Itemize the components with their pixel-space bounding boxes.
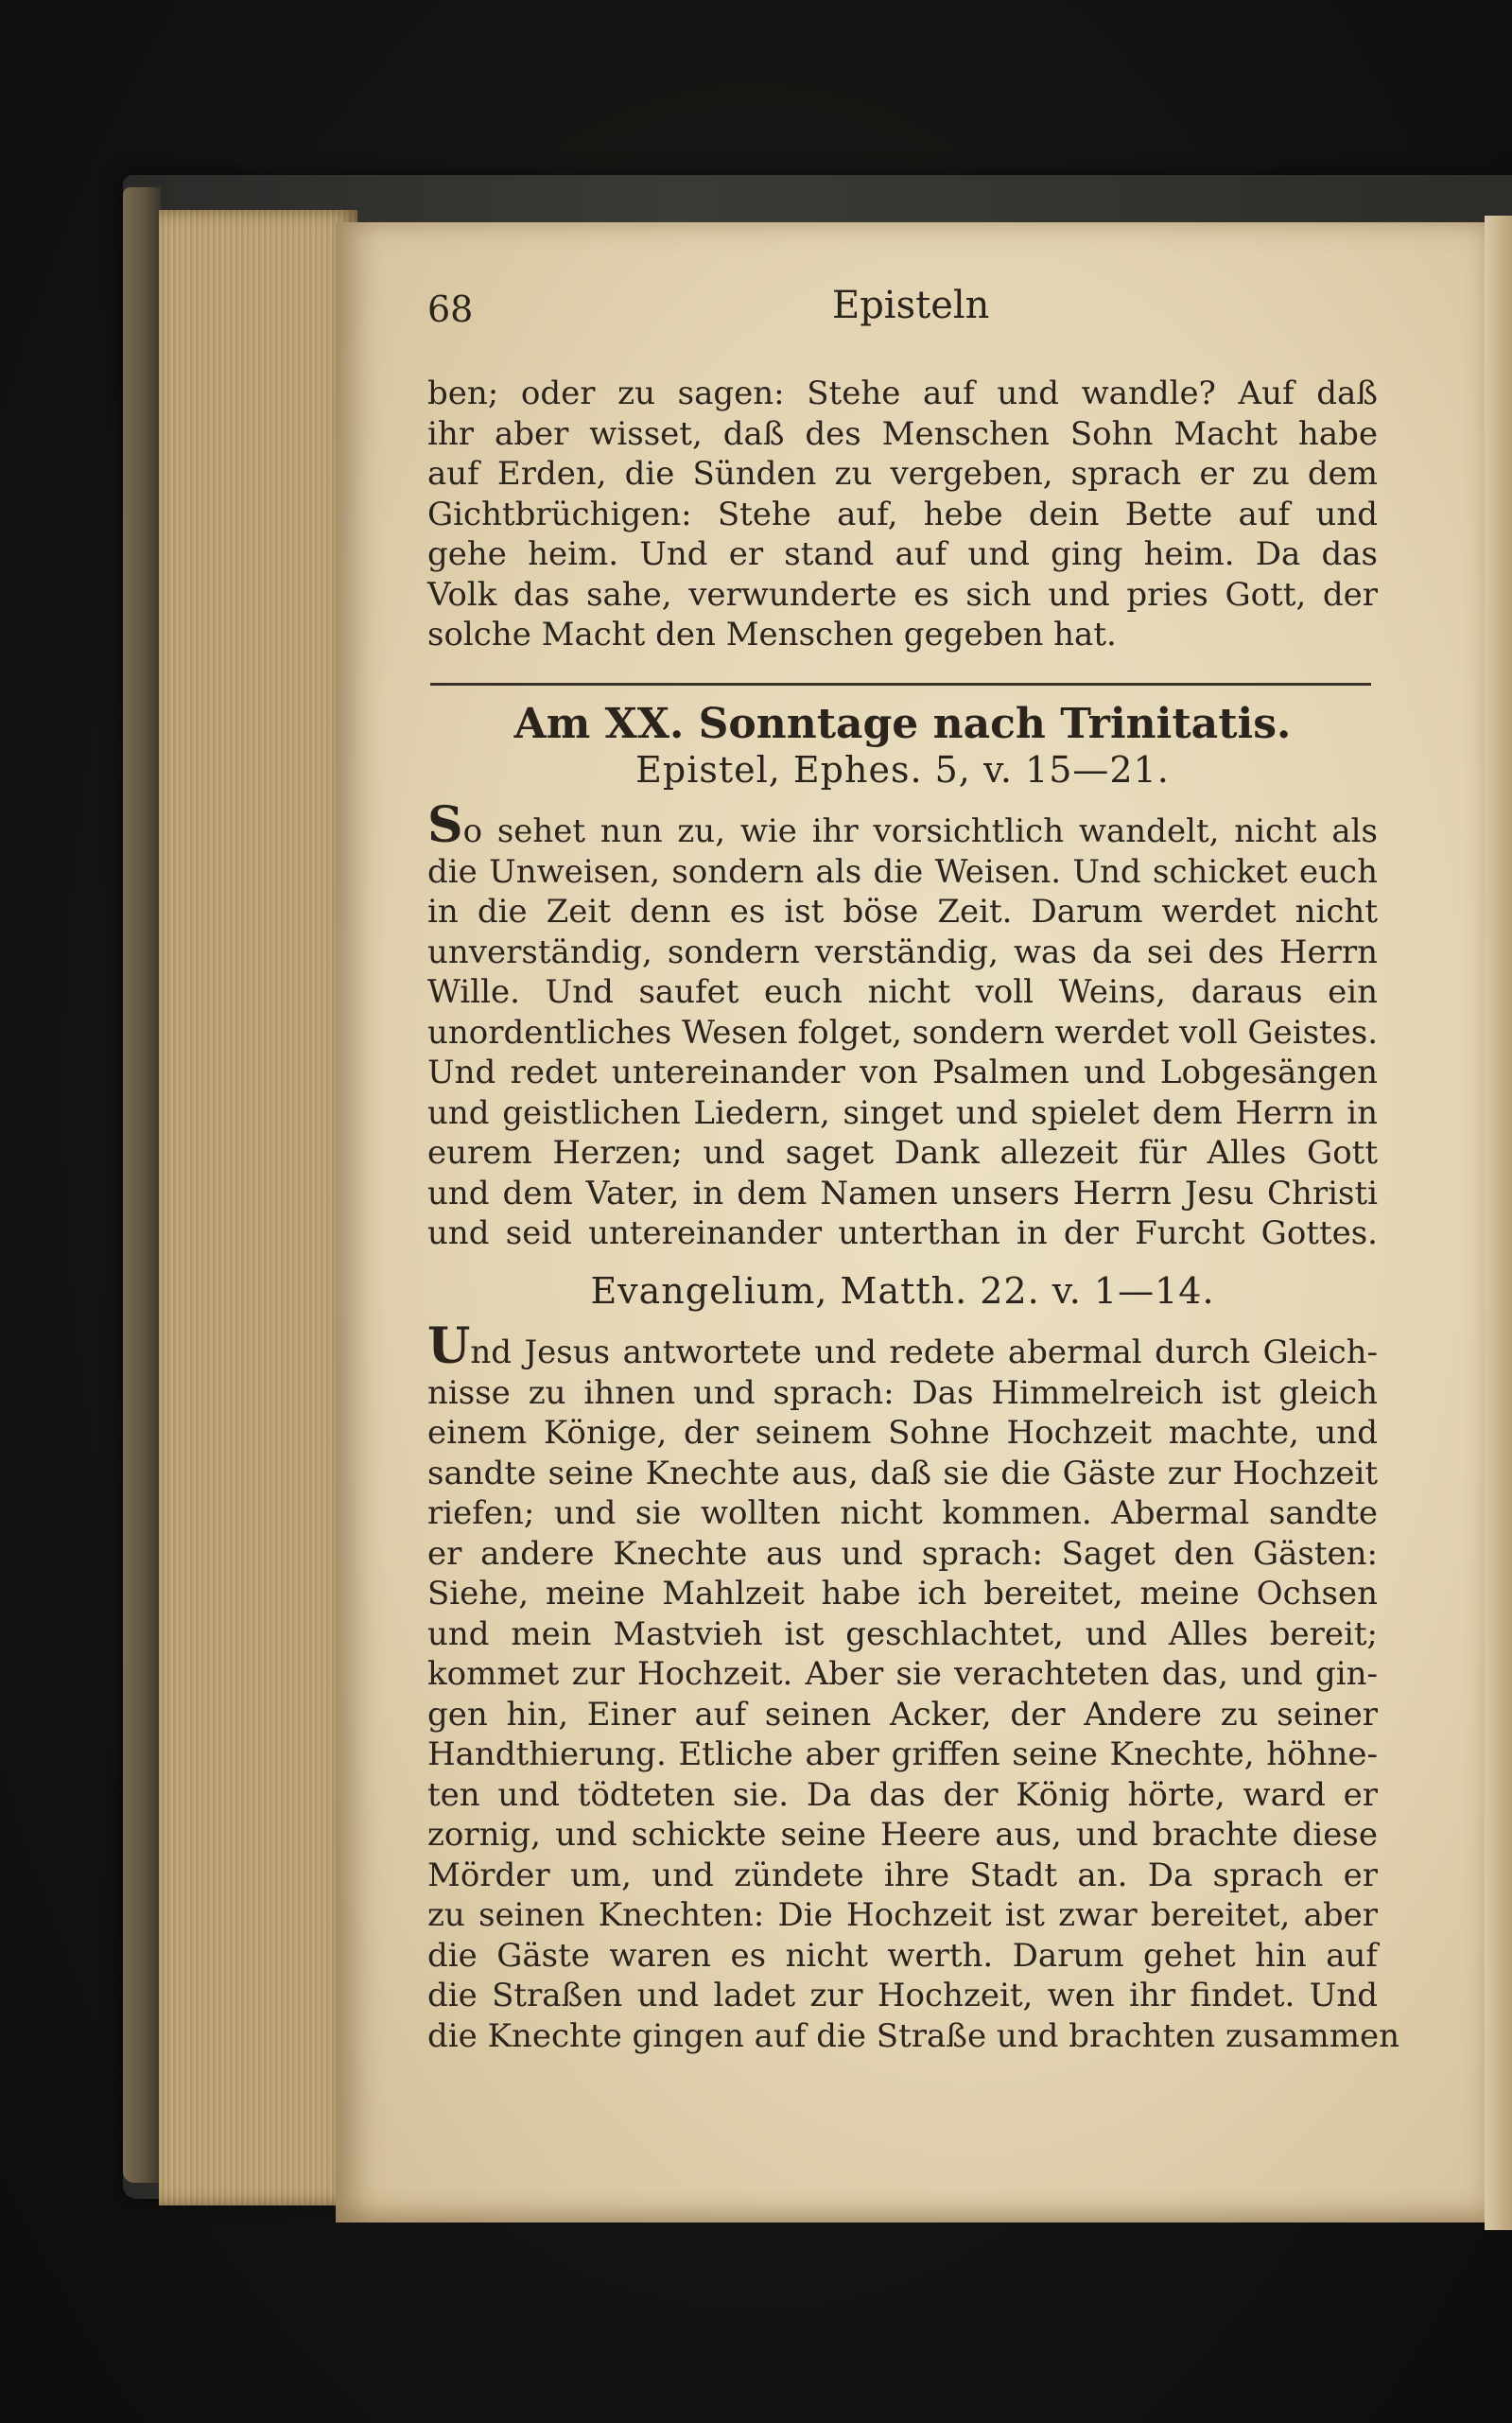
text-line: in die Zeit denn es ist böse Zeit. Darum werdet nicht [427, 893, 1378, 931]
text-line: nisse zu ihnen und sprach: Das Himmelreich ist gleich [427, 1373, 1378, 1412]
text-line: Gichtbrüchigen: Stehe auf, hebe dein Bette auf und [427, 495, 1378, 533]
text-line: und seid untereinander unterthan in der Furcht Gottes. [427, 1214, 1378, 1252]
text-line: zu seinen Knechten: Die Hochzeit ist zwar bereitet, aber [427, 1896, 1378, 1934]
text-line: auf Erden, die Sünden zu vergeben, sprach er zu dem [427, 455, 1378, 493]
text-line: kommet zur Hochzeit. Aber sie verachteten das, und gin- [427, 1655, 1378, 1693]
text-line: die Straßen und ladet zur Hochzeit, wen ihr findet. Und [427, 1977, 1378, 2014]
page-number: 68 [427, 288, 474, 330]
text-line: ihr aber wisset, daß des Menschen Sohn Macht habe [427, 414, 1378, 453]
text-line: und mein Mastvieh ist geschlachtet, und Alles bereit; [427, 1614, 1378, 1653]
text-line-rest: nd Jesus antwortete und redete abermal durch Gleich- [470, 1334, 1378, 1371]
text-line [427, 1317, 1378, 1375]
text-line: die Gäste waren es nicht werth. Darum gehet hin auf [427, 1936, 1378, 1975]
text-line: und geistlichen Liedern, singet und spielet dem Herrn in [427, 1093, 1378, 1132]
text-line: zornig, und schickte seine Heere aus, und brachte diese [427, 1816, 1378, 1854]
text-line: Wille. Und saufet euch nicht voll Weins, daraus ein [427, 973, 1378, 1011]
gospel-reference: Evangelium, Matth. 22. v. 1—14. [590, 1270, 1215, 1312]
section-title: Am XX. Sonntage nach Trinitatis. [513, 700, 1292, 748]
text-line: Siehe, meine Mahlzeit habe ich bereitet, meine Ochsen [427, 1575, 1378, 1612]
text-line: einem Könige, der seinem Sohne Hochzeit machte, und [427, 1414, 1378, 1452]
drop-cap: S [427, 796, 463, 854]
text-line: unordentliches Wesen folget, sondern werdet voll Geistes. [427, 1013, 1379, 1052]
running-head: Episteln [832, 284, 990, 327]
epistle-text [427, 796, 1379, 1254]
text-line: Und redet untereinander von Psalmen und Lobgesängen [427, 1054, 1378, 1091]
text-line: und dem Vater, in dem Namen unsers Herrn Jesu Christi [427, 1174, 1378, 1212]
text-line: sandte seine Knechte aus, daß sie die Gäste zur Hochzeit [427, 1454, 1378, 1492]
text-line: unverständig, sondern verständig, was da sei des Herrn [427, 933, 1378, 971]
text-line: er andere Knechte aus und sprach: Saget den Gästen: [427, 1534, 1378, 1573]
text-line: gen hin, Einer auf seinen Acker, der Andere zu seiner [427, 1695, 1378, 1734]
text-line: die Knechte gingen auf die Straße und brachten zusammen [427, 2016, 1400, 2055]
text-line: riefen; und sie wollten nicht kommen. Abermal sandte [427, 1494, 1378, 1532]
text-line: Volk das sahe, verwunderte es sich und pries Gott, der [427, 575, 1378, 614]
text-line: Mörder um, und zündete ihre Stadt an. Da sprach er [427, 1856, 1378, 1894]
cover-spine-edge [123, 187, 161, 2183]
previous-section-text [427, 374, 1378, 655]
section-divider [430, 683, 1371, 686]
text-line: ten und tödteten sie. Da das der König hörte, ward er [427, 1775, 1378, 1814]
text-line: gehe heim. Und er stand auf und ging heim. Da das [427, 535, 1378, 573]
page-edges [159, 210, 357, 2205]
text-line: die Unweisen, sondern als die Weisen. Und schicket euch [427, 852, 1378, 891]
epistle-reference: Epistel, Ephes. 5, v. 15—21. [635, 749, 1170, 791]
gospel-text [427, 1317, 1400, 2056]
text-line: Handthierung. Etliche aber griffen seine Knechte, höhne- [427, 1735, 1378, 1773]
drop-cap: U [427, 1317, 471, 1375]
text-line [427, 796, 1378, 854]
text-line: solche Macht den Menschen gegeben hat. [427, 616, 1117, 654]
text-line-rest: o sehet nun zu, wie ihr vorsichtlich wandelt, nicht als [462, 812, 1378, 850]
text-line: ben; oder zu sagen: Stehe auf und wandle? Auf daß [427, 375, 1378, 412]
text-line: eurem Herzen; und saget Dank allezeit für Alles Gott [427, 1134, 1378, 1172]
facing-page-edge [1485, 216, 1512, 2230]
